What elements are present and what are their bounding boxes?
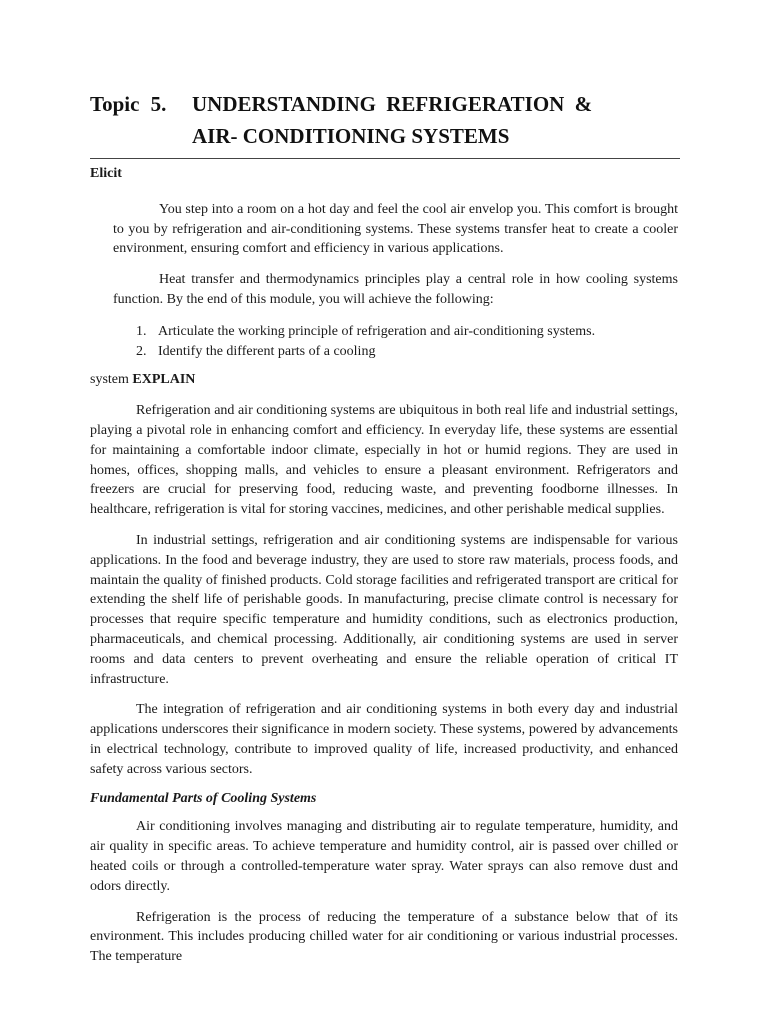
elicit-heading: Elicit xyxy=(90,166,122,181)
list-item-number: 1. xyxy=(136,323,147,339)
explain-paragraph: The integration of refrigeration and air conditioning systems in both every day and industrial applications underscores their significance in modern society. These systems, powered by advancements in electrical technology, contribute to improved quality of life, increased productivity, and enhanced safety across various sectors. xyxy=(90,702,678,777)
explain-heading-line xyxy=(90,370,678,390)
title-text-line-1: UNDERSTANDING REFRIGERATION & xyxy=(192,92,593,116)
explain-lead-text: system xyxy=(90,372,133,388)
objectives-list xyxy=(90,322,678,362)
elicit-section xyxy=(90,200,678,310)
explain-paragraph: In industrial settings, refrigeration and air conditioning systems are indispensable for various applications. In the food and beverage industry, they are used to store raw materials, process foods, and maintain the quality of finished products. Cold storage facilities and refrigerated transport are critical for extending the shelf life of perishable goods. In manufacturing, precise climate control is necessary for processes that require specific temperature and humidity conditions, such as electronics production, pharmaceuticals, and chemical processing. Additionally, air conditioning systems are used in server rooms and data centers to prevent overheating and ensure the reliable operation of critical IT infrastructure. xyxy=(90,532,678,687)
fundamentals-heading: Fundamental Parts of Cooling Systems xyxy=(90,790,317,806)
list-item-number: 2. xyxy=(136,343,147,359)
list-item xyxy=(136,342,678,362)
document-body xyxy=(90,164,678,967)
list-item-text: Identify the different parts of a cooling xyxy=(158,343,376,359)
explain-heading: EXPLAIN xyxy=(132,372,196,388)
topic-label: Topic 5. xyxy=(90,92,167,116)
explain-paragraph: Refrigeration and air conditioning systems are ubiquitous in both real life and industrial settings, playing a pivotal role in enhancing comfort and efficiency. In everyday life, these systems are essential for maintaining a comfortable indoor climate, especially in hot or humid regions. They are used in homes, offices, shopping malls, and vehicles to ensure a pleasant environment. Refrigerators and freezers are crucial for preserving food, reducing waste, and preventing foodborne illnesses. In healthcare, refrigeration is vital for storing vaccines, medicines, and other perishable medical supplies. xyxy=(90,403,678,518)
elicit-paragraph: You step into a room on a hot day and feel the cool air envelop you. This comfort is brought to you by refrigeration and air-conditioning systems. These systems transfer heat to create a cooler environment, ensuring comfort and efficiency in various applications. xyxy=(113,201,678,257)
elicit-paragraph: Heat transfer and thermodynamics principles play a central role in how cooling systems function. By the end of this module, you will achieve the following: xyxy=(113,272,678,307)
title-line-1 xyxy=(90,88,680,120)
title-text-line-2: AIR- CONDITIONING SYSTEMS xyxy=(192,124,510,148)
title-divider xyxy=(90,158,680,159)
fundamentals-paragraph: Air conditioning involves managing and distributing air to regulate temperature, humidity, and air quality in specific areas. To achieve temperature and humidity control, air is passed over chilled or heated coils or through a controlled-temperature water spray. Water sprays can also remove dust and odors directly. xyxy=(90,819,678,894)
fundamentals-paragraph: Refrigeration is the process of reducing the temperature of a substance below that of its environment. This includes producing chilled water for air conditioning or various industrial processes. The temperature xyxy=(90,909,678,965)
list-item xyxy=(136,322,678,342)
list-item-text: Articulate the working principle of refrigeration and air-conditioning systems. xyxy=(158,323,596,339)
page-title xyxy=(90,88,680,152)
